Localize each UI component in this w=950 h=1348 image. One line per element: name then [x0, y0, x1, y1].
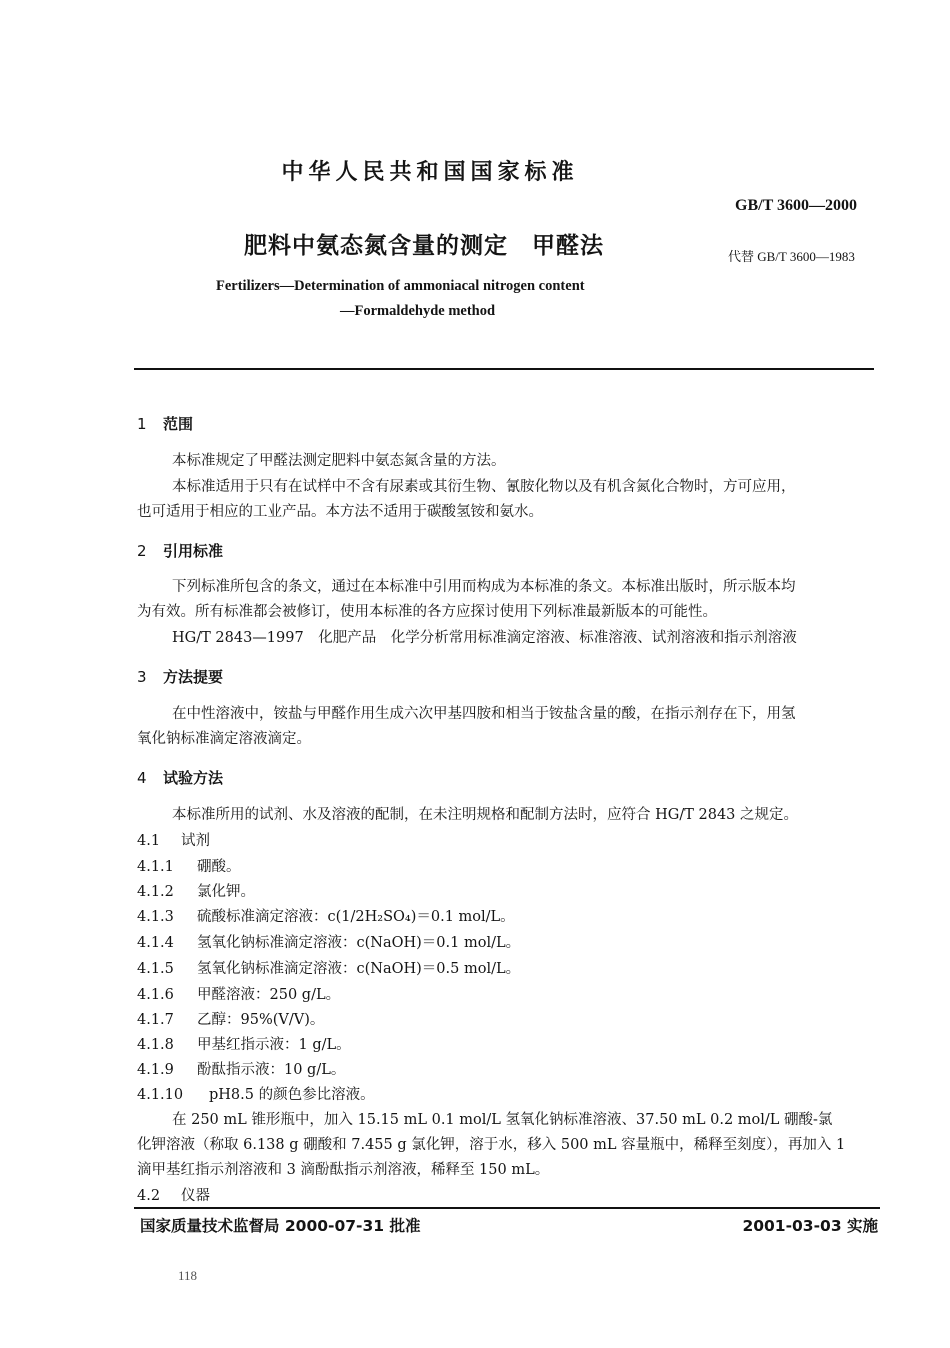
section-3-para-line-2: 氧化钠标准滴定溶液滴定。 — [137, 731, 311, 747]
item-number: 4.1.1 — [137, 859, 174, 875]
subsection-title: 试剂 — [181, 833, 210, 849]
section-3-heading — [137, 666, 223, 687]
section-1-para-2-line-1: 本标准适用于只有在试样中不含有尿素或其衍生物、氰胺化物以及有机含氮化合物时，方可应用， — [172, 479, 796, 495]
subsection-4-2 — [137, 1184, 210, 1205]
section-number: 3 — [137, 668, 147, 686]
section-3-para-line-1: 在中性溶液中，铵盐与甲醛作用生成六次甲基四胺和相当于铵盐含量的酸，在指示剂存在下，用氢 — [172, 706, 796, 722]
list-item — [137, 855, 241, 876]
item-text: pH8.5 的颜色参比溶液。 — [209, 1087, 375, 1103]
list-item — [137, 957, 520, 978]
item-number: 4.1.6 — [137, 987, 174, 1003]
header-divider — [134, 368, 874, 370]
national-standard-title: 中华人民共和国国家标准 — [281, 160, 579, 185]
subsection-number: 4.2 — [137, 1188, 161, 1204]
item-text: 甲基红指示液：1 g/L。 — [197, 1037, 351, 1053]
list-item — [137, 1058, 345, 1079]
section-2-para-line-1: 下列标准所包含的条文，通过在本标准中引用而构成为本标准的条文。本标准出版时，所示版本均 — [172, 579, 796, 595]
subsection-number: 4.1 — [137, 833, 161, 849]
section-title: 方法提要 — [163, 668, 224, 686]
list-item — [137, 880, 255, 901]
subsection-4-1 — [137, 829, 210, 850]
section-1-para-2-line-2: 也可适用于相应的工业产品。本方法不适用于碳酸氢铵和氨水。 — [137, 504, 543, 520]
subsection-title: 仪器 — [181, 1188, 210, 1204]
section-number: 4 — [137, 769, 147, 787]
section-title: 范围 — [163, 415, 194, 433]
section-2-heading — [137, 540, 223, 561]
item-text: 氯化钾。 — [197, 884, 255, 900]
item-number: 4.1.4 — [137, 935, 174, 951]
document-title-cn: 肥料中氨态氮含量的测定 甲醛法 — [244, 233, 604, 259]
reference-solution-para-line-1: 在 250 mL 锥形瓶中，加入 15.15 mL 0.1 mol/L 氢氧化钠标准溶液、37.50 mL 0.2 mol/L 硼酸-氯 — [172, 1112, 833, 1128]
reference-solution-para-line-2: 化钾溶液（称取 6.138 g 硼酸和 7.455 g 氯化钾，溶于水，移入 500 mL 容量瓶中，稀释至刻度），再加入 1 — [137, 1137, 846, 1153]
section-number: 2 — [137, 542, 147, 560]
footer-divider — [134, 1207, 880, 1209]
item-text: 硼酸。 — [197, 859, 241, 875]
section-2-para-line-2: 为有效。所有标准都会被修订，使用本标准的各方应探讨使用下列标准最新版本的可能性。 — [137, 604, 717, 620]
item-number: 4.1.10 — [137, 1087, 184, 1103]
replaces-standard: 代替 GB/T 3600—1983 — [728, 249, 855, 264]
section-1-para-1: 本标准规定了甲醛法测定肥料中氨态氮含量的方法。 — [172, 453, 506, 469]
section-1-heading — [137, 413, 193, 434]
item-text: 乙醇：95%(V/V)。 — [197, 1012, 325, 1028]
list-item — [137, 983, 340, 1004]
list-item — [137, 1008, 324, 1029]
document-title-en-line1: Fertilizers—Determination of ammoniacal nitrogen content — [216, 278, 585, 294]
item-text: 甲醛溶液：250 g/L。 — [197, 987, 341, 1003]
section-title: 引用标准 — [163, 542, 224, 560]
item-number: 4.1.7 — [137, 1012, 174, 1028]
page-number: 118 — [178, 1268, 198, 1283]
standard-number: GB/T 3600—2000 — [735, 197, 857, 214]
reference-solution-para-line-3: 滴甲基红指示剂溶液和 3 滴酚酞指示剂溶液，稀释至 150 mL。 — [137, 1162, 550, 1178]
item-number: 4.1.5 — [137, 961, 174, 977]
item-text: 硫酸标准滴定溶液：c(1/2H₂SO₄)＝0.1 mol/L。 — [197, 909, 515, 925]
section-4-heading — [137, 767, 223, 788]
item-number: 4.1.3 — [137, 909, 174, 925]
list-item — [137, 905, 515, 926]
list-item — [137, 1033, 351, 1054]
item-number: 4.1.9 — [137, 1062, 174, 1078]
list-item — [137, 931, 520, 952]
item-text: 酚酞指示液：10 g/L。 — [197, 1062, 346, 1078]
document-title-en-line2: —Formaldehyde method — [340, 303, 496, 319]
implementation-date: 2001-03-03 实施 — [742, 1217, 878, 1235]
list-item — [137, 1083, 375, 1104]
item-number: 4.1.2 — [137, 884, 174, 900]
section-number: 1 — [137, 415, 147, 433]
item-text: 氢氧化钠标准滴定溶液：c(NaOH)＝0.1 mol/L。 — [197, 935, 521, 951]
referenced-standard: HG/T 2843—1997 化肥产品 化学分析常用标准滴定溶液、标准溶液、试剂溶液和指示剂溶液 — [172, 630, 797, 646]
item-text: 氢氧化钠标准滴定溶液：c(NaOH)＝0.5 mol/L。 — [197, 961, 521, 977]
approval-info: 国家质量技术监督局 2000-07-31 批准 — [140, 1217, 421, 1235]
section-title: 试验方法 — [163, 769, 224, 787]
section-4-intro: 本标准所用的试剂、水及溶液的配制，在未注明规格和配制方法时，应符合 HG/T 2843 之规定。 — [172, 807, 799, 823]
item-number: 4.1.8 — [137, 1037, 174, 1053]
